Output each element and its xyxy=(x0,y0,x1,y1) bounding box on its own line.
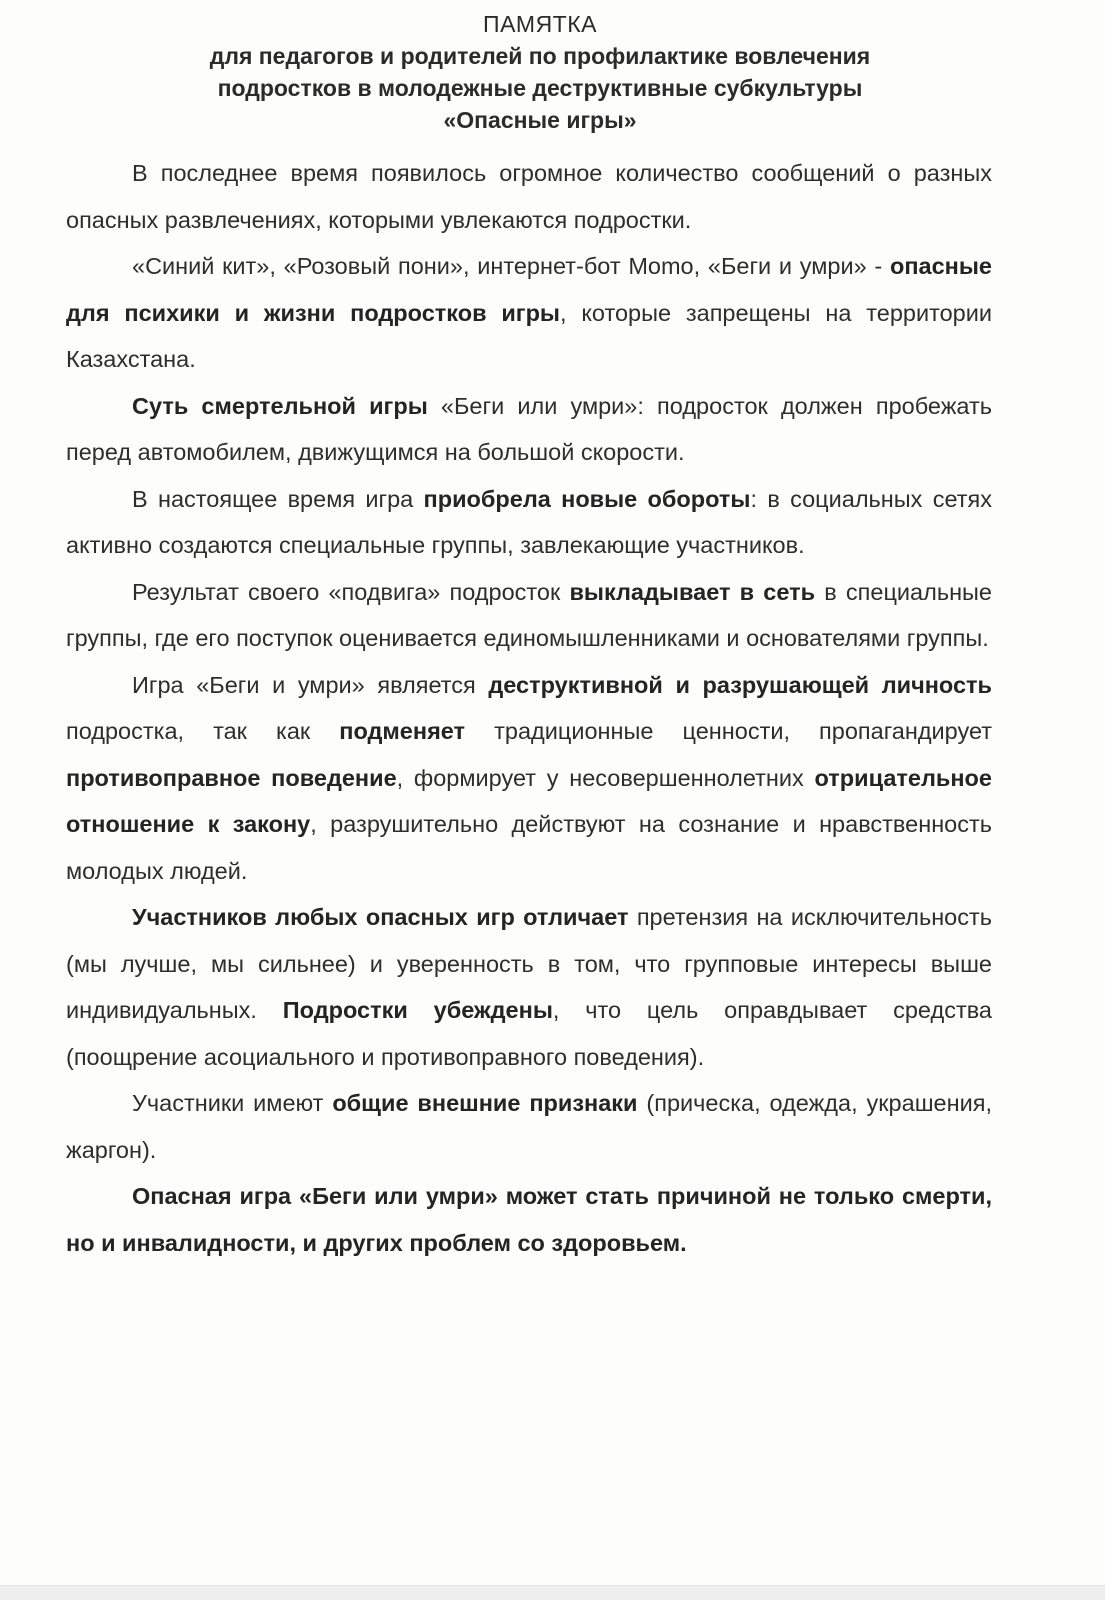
page-bottom-edge xyxy=(0,1585,1105,1600)
paragraph-emphasis: Опасная игра «Беги или умри» может стать причиной не только смерти, но и инвалидности, и других проблем со здоровьем. xyxy=(66,1183,992,1256)
paragraph-text: , разрушительно действуют на сознание и нравственность молодых людей. xyxy=(66,811,992,884)
paragraph-text: «Синий кит», «Розовый пони», интернет-бот Momo, «Беги и умри» - xyxy=(132,253,890,279)
memo-subtitle-line-1: для педагогов и родителей по профилактике вовлечения xyxy=(209,43,871,69)
paragraph-text: Участники имеют xyxy=(132,1090,333,1116)
paragraph-emphasis: Подростки убеждены xyxy=(282,997,553,1023)
paragraph-text: , что цель оправдывает средства (поощрение асоциального и противоправного поведения). xyxy=(66,997,993,1070)
paragraph-text: Игра «Беги и умри» является xyxy=(132,671,489,698)
document-header xyxy=(0,8,1080,136)
paragraph-emphasis: подменяет xyxy=(339,718,466,744)
paragraph-destructive-effects xyxy=(66,662,992,895)
paragraph-emphasis: общие внешние признаки xyxy=(332,1090,638,1116)
paragraph-text: В настоящее время игра xyxy=(132,485,424,512)
paragraph-consequences xyxy=(66,1173,992,1266)
paragraph-emphasis: опасные для психики и жизни подростков игры xyxy=(66,253,992,326)
paragraph-text: : в социальных сетях активно создаются специальные группы, завлекающие участников. xyxy=(66,485,992,558)
paragraph-emphasis: деструктивной и разрушающей личность xyxy=(488,671,992,698)
memo-title: ПАМЯТКА xyxy=(483,11,597,37)
paragraph-emphasis: Участников любых опасных игр отличает xyxy=(132,904,629,930)
paragraph-emphasis: отрицательное отношение к закону xyxy=(66,764,992,837)
document-body xyxy=(66,150,992,1266)
memo-subtitle-line-2: подростков в молодежные деструктивные субкультуры xyxy=(217,75,863,101)
paragraph-dangerous-games xyxy=(66,243,992,383)
paragraph-text: претензия на исключительность (мы лучше, мы сильнее) и уверенность в том, что групповые интересы выше индивидуальных. xyxy=(66,904,992,1023)
paragraph-text: традиционные ценности, пропагандирует xyxy=(465,718,993,744)
paragraph-posting-results xyxy=(66,569,992,662)
paragraph-external-signs xyxy=(66,1080,992,1173)
paragraph-text: подростка, так как xyxy=(66,718,340,744)
paragraph-text: (прическа, одежда, украшения, жаргон). xyxy=(66,1090,992,1163)
paragraph-emphasis: Суть смертельной игры xyxy=(132,392,428,419)
paragraph-emphasis: выкладывает в сеть xyxy=(569,578,816,605)
paragraph-emphasis: противоправное поведение xyxy=(66,764,397,791)
paragraph-game-essence xyxy=(66,383,992,476)
paragraph-text: «Беги или умри»: подросток должен пробежать перед автомобилем, движущимся на большой скорости. xyxy=(66,392,992,465)
paragraph-text: , которые запрещены на территории Казахстана. xyxy=(66,299,992,372)
paragraph-text: Результат своего «подвига» подросток xyxy=(132,578,570,605)
memo-subtitle-line-3: «Опасные игры» xyxy=(443,107,637,133)
paragraph-text: В последнее время появилось огромное количество сообщений о разных опасных развлечениях, которыми увлекаются подростки. xyxy=(66,160,992,233)
paragraph-text: в специальные группы, где его поступок оценивается единомышленниками и основателями группы. xyxy=(66,578,993,651)
paragraph-social-networks xyxy=(66,476,992,569)
paragraph-text: , формирует у несовершеннолетних xyxy=(396,764,815,791)
paragraph-emphasis: приобрела новые обороты xyxy=(423,485,751,512)
paragraph-intro xyxy=(66,150,992,243)
paragraph-participants-traits xyxy=(66,894,992,1080)
